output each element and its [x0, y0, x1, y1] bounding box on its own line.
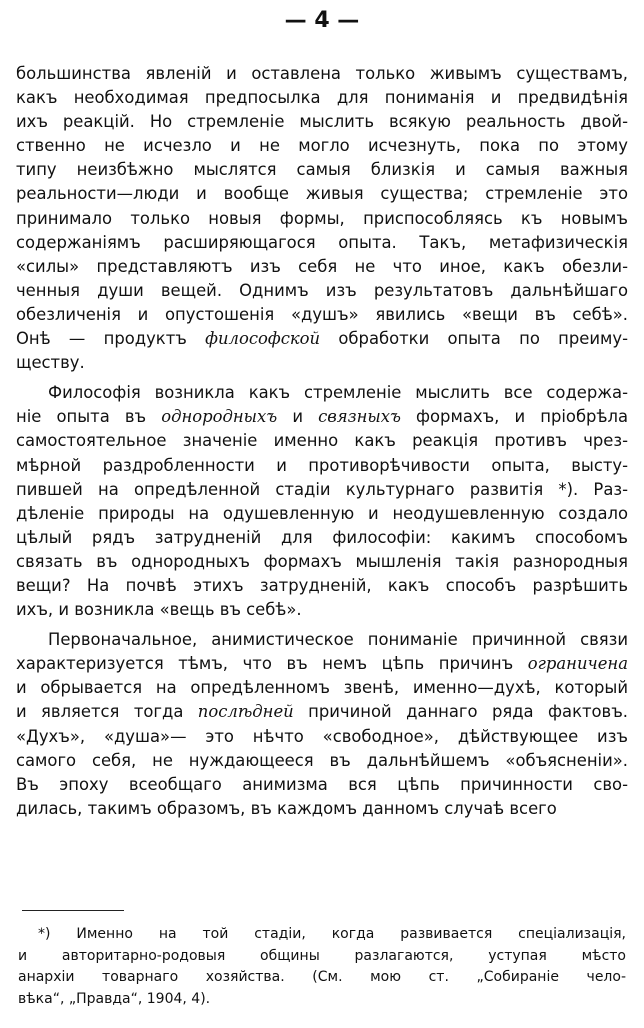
text-line: [16, 574, 628, 598]
text-line: [16, 478, 628, 502]
text-segment: вѣка“, „Правда“, 1904, 4).: [18, 990, 211, 1007]
text-segment: обезличенія и опустошенія «душъ» явились «вещи въ себѣ».: [16, 304, 628, 324]
text-line: [16, 550, 628, 574]
text-line: [16, 351, 628, 375]
text-segment: и авторитарно-родовыя общины разлагаются, уступая мѣсто: [18, 947, 626, 964]
text-segment: реальности—люди и вообще живыя существа; стремленіе это: [16, 184, 628, 204]
text-segment: самостоятельное значеніе именно какъ реакція противъ чрез-: [16, 431, 628, 451]
text-segment: ихъ реакцій. Но стремленіе мыслить всякую реальность двой-: [16, 112, 628, 132]
text-segment: формахъ, и пріобрѣла: [400, 407, 628, 427]
text-segment: большинства явленій и оставлена только живымъ существамъ,: [16, 64, 628, 83]
text-segment: типу неизбѣжно мыслятся самыя близкія и самыя важныя: [16, 160, 628, 180]
text-segment: Философія возникла какъ стремленіе мыслить все содержа-: [48, 383, 628, 403]
text-segment: анархіи товарнаго хозяйства. (См. мою ст. „Собираніе чело-: [18, 969, 626, 985]
text-segment: «Духъ», «душа»— это нѣчто «свободное», дѣйствующее изъ: [16, 726, 628, 746]
text-segment: содержаніямъ расширяющагося опыта. Такъ, метафизическія: [16, 232, 628, 252]
text-line: [16, 725, 628, 749]
text-line: [16, 773, 628, 797]
text-segment: самого себя, не нуждающееся въ дальнѣйшемъ «объясненіи».: [16, 750, 628, 770]
italic-text: связныхъ: [318, 407, 401, 427]
text-line: [16, 381, 628, 405]
footnote-line: [18, 946, 626, 968]
italic-text: ограничена: [527, 654, 628, 674]
text-line: [16, 598, 628, 622]
text-segment: обработки опыта по преиму-: [320, 329, 628, 349]
text-segment: Первоначальное, анимистическое пониманіе причинной связи: [48, 630, 628, 650]
italic-text: философской: [205, 329, 321, 349]
text-segment: ихъ, и возникла «вещь въ себѣ».: [16, 600, 302, 620]
text-segment: дилась, такимъ образомъ, въ каждомъ данномъ случаѣ всего: [16, 798, 557, 818]
text-line: [16, 110, 628, 134]
text-segment: ственно не исчезло и не могло исчезнуть, пока по этому: [16, 136, 628, 156]
text-line: [16, 749, 628, 773]
text-line: [16, 182, 628, 206]
text-line: [16, 454, 628, 478]
text-line: [16, 429, 628, 453]
text-segment: принимало только новыя формы, приспособляясь къ новымъ: [16, 208, 628, 228]
text-segment: характеризуется тѣмъ, что въ немъ цѣпь причинъ: [16, 654, 528, 674]
text-line: [16, 327, 628, 351]
text-line: [16, 652, 628, 676]
text-segment: Онѣ — продуктъ: [16, 329, 206, 349]
footnote-line: [18, 989, 626, 1011]
text-segment: *) Именно на той стадіи, когда развивается спеціализація,: [38, 926, 626, 942]
text-segment: цѣлый рядъ затрудненій для философіи: какимъ способомъ: [16, 527, 628, 547]
text-segment: дѣленіе природы на одушевленную и неодушевленную создало: [16, 503, 628, 523]
text-segment: и является тогда: [16, 702, 198, 722]
text-segment: ніе опыта въ: [16, 407, 162, 427]
italic-text: однородныхъ: [161, 407, 278, 427]
text-line: [16, 231, 628, 255]
text-segment: и: [277, 407, 319, 427]
footnote-divider: [22, 910, 124, 911]
footnote-line: [18, 967, 626, 989]
text-line: [16, 797, 628, 821]
text-line: [16, 279, 628, 303]
text-line: [16, 62, 628, 86]
text-segment: ченныя души вещей. Однимъ изъ результатовъ дальнѣйшаго: [16, 280, 628, 300]
text-line: [16, 86, 628, 110]
text-segment: причиной даннаго ряда фактовъ.: [293, 702, 628, 722]
text-line: [16, 526, 628, 550]
text-line: [16, 502, 628, 526]
text-segment: и обрывается на опредѣленномъ звенѣ, именно—духѣ, который: [16, 678, 628, 698]
text-segment: «силы» представляютъ изъ себя не что иное, какъ обезли-: [16, 256, 628, 276]
text-line: [16, 700, 628, 724]
text-segment: вещи? На почвѣ этихъ затрудненій, какъ способъ разрѣшить: [16, 575, 628, 595]
paragraph: [16, 62, 628, 375]
paragraph: [16, 381, 628, 622]
italic-text: послѣдней: [197, 702, 294, 722]
text-line: [16, 628, 628, 652]
text-line: [16, 303, 628, 327]
text-line: [16, 676, 628, 700]
footnote-line: [18, 924, 626, 946]
text-line: [16, 207, 628, 231]
text-segment: ществу.: [16, 353, 85, 373]
footnote: [18, 924, 626, 1010]
text-segment: мѣрной раздробленности и противорѣчивости опыта, высту-: [16, 455, 628, 475]
text-line: [16, 158, 628, 182]
text-line: [16, 255, 628, 279]
text-segment: Въ эпоху всеобщаго анимизма вся цѣпь причинности сво-: [16, 774, 628, 794]
paragraph: [16, 628, 628, 821]
text-segment: пившей на опредѣленной стадіи культурнаго развитія *). Раз-: [16, 479, 628, 499]
page-number: — 4 —: [284, 8, 360, 33]
main-text: [16, 62, 628, 821]
text-line: [16, 405, 628, 429]
text-line: [16, 134, 628, 158]
text-segment: какъ необходимая предпосылка для пониманія и предвидѣнія: [16, 88, 628, 108]
text-segment: связать въ однородныхъ формахъ мышленія такія разнородныя: [16, 551, 628, 571]
